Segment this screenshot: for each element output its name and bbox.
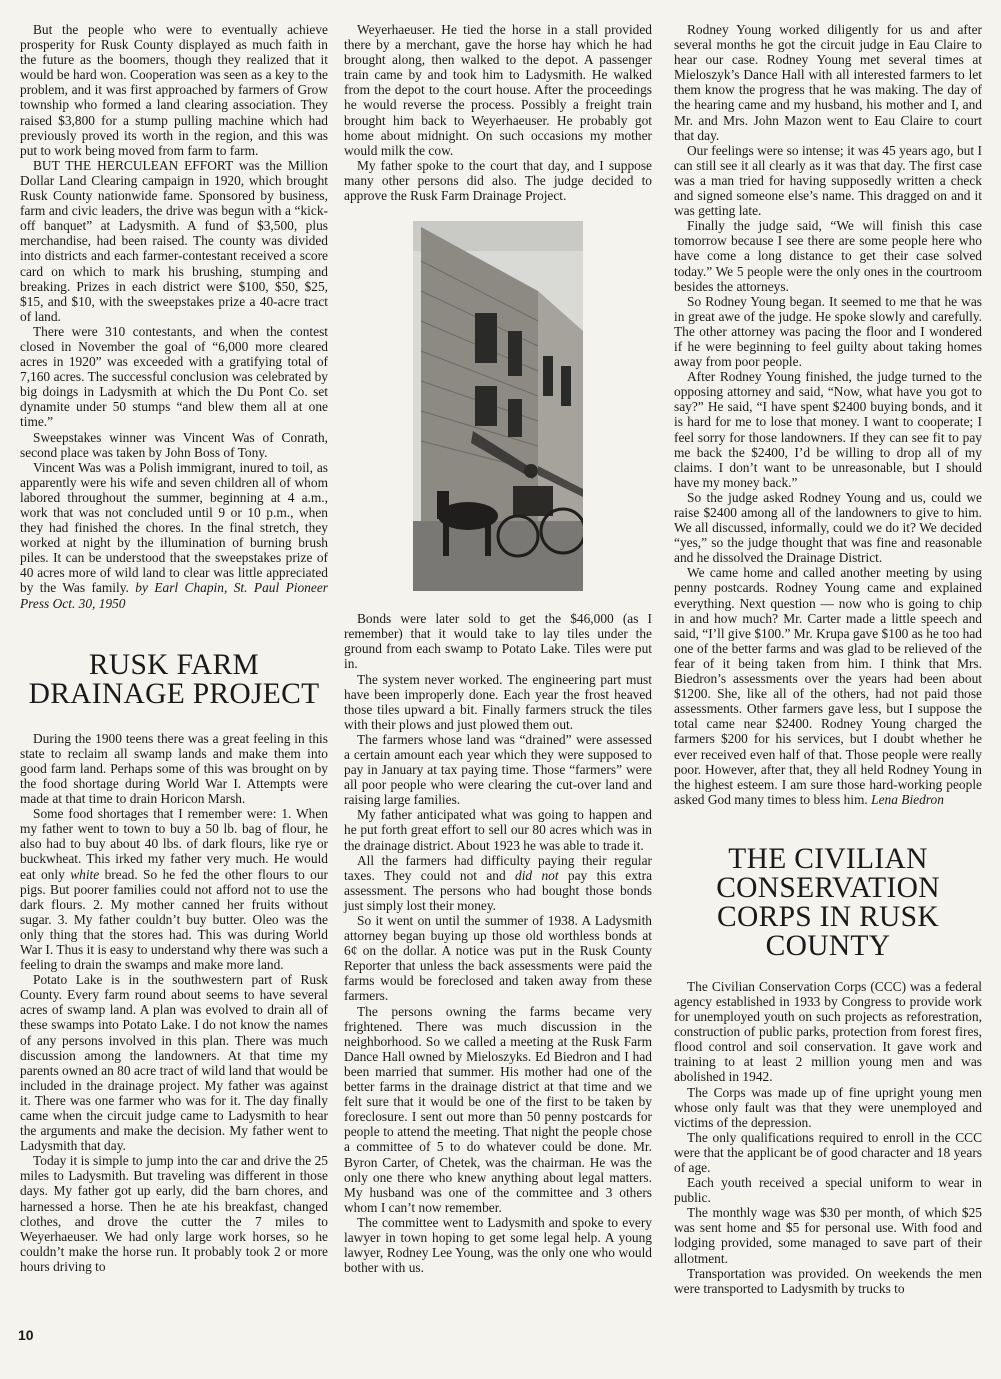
- paragraph: [674, 565, 982, 807]
- paragraph: BUT THE HERCULEAN EFFORT was the Million Dollar Land Clearing campaign in 1920, which brought Rusk County nationwide fame. Sponsored by business, farm and civic leaders, the drive was begun with a “kick-off banquet” at Ladysmith. A fund of $3,500, plus merchandise, had been raised. The county was divided into districts and each farmer-contestant received a score card on which to mark his brushing, stumping and breaking. Prizes in each district were $100, $50, $25, $15, and $10, with the sweepstakes prize a 40-acre tract of land.: [20, 157, 328, 324]
- paragraph: Potato Lake is in the southwestern part of Rusk County. Every farm round about seems to have several acres of swamp land. A plan was evolved to drain all of these swamps into Potato Lake. I do not know the names of any persons involved in this plan. There was much discussion among the landowners. At that time my parents owned an 80 acre tract of wild land that would be included in the drainage project. My father was against it. There was one farmer who was for it. The day finally came when the circuit judge came to Ladysmith to hear the arguments and make the decision. My father went to Ladysmith that day.: [20, 972, 328, 1154]
- paragraph: So the judge asked Rodney Young and us, could we raise $2400 among all of the landowners to give to him. We all discussed, informally, could we do it? We decided “yes,” so the judge thought that was fine and reasonable and he dissolved the Drainage District.: [674, 489, 982, 566]
- paragraph-text: Some food shortages that I remember were: 1. When my father went to town to buy a 50 lb. bag of flour, he also had to buy about 40 lbs. of dark flours, like rye or buckwheat. This irked my father very much. He would eat only: [20, 806, 328, 882]
- paragraph: The system never worked. The engineering part must have been improperly done. Each year the frost heaved those tiles upward a bit. Finally farmers struck the tiles with their plows and just plowed them out.: [344, 671, 652, 732]
- paragraph: So Rodney Young began. It seemed to me that he was in great awe of the judge. He spoke slowly and carefully. The other attorney was pacing the floor and I wondered if he were beginning to feel guilty about taking homes away from poor people.: [674, 293, 982, 370]
- paragraph: The persons owning the farms became very frightened. There was much discussion in the neighborhood. So we called a meeting at the Rusk Farm Dance Hall owned by Mieloszyks. Ed Biedron and I had been married that summer. His mother had one of the better farms in the drainage district at that time and we felt sure that it would be one of the first to be taken by foreclosure. I sent out more than 50 penny postcards for people to attend the meeting. That night the people chose a committee of 5 to do whatever could be done. Mr. Byron Carter, of Chetek, was the chairman. He was the only one there who knew anything about legal matters. My husband was one of the committee and 3 others whom I can’t now remember.: [344, 1003, 652, 1215]
- column-3: [674, 22, 982, 1296]
- paragraph: The farmers whose land was “drained” were assessed a certain amount each year which they were supposed to pay in January at tax paying time. Those “farmers” were all poor people who were clearing the cut-over land and raising large families.: [344, 731, 652, 808]
- paragraph: Sweepstakes winner was Vincent Was of Conrath, second place was taken by John Boss of Tony.: [20, 429, 328, 460]
- paragraph: But the people who were to eventually achieve prosperity for Rusk County displayed as much faith in the future as the boomers, though they realized that it would be hard won. Cooperation was seen as a key to the problem, and it was first approached by farmers of Grow township who formed a land clearing association. They raised $3,800 for a stump pulling machine which had previously proved its worth in the region, and this was put to work being moved from farm to farm.: [20, 22, 328, 158]
- emphasis: did not: [515, 867, 559, 883]
- paragraph: Rodney Young worked diligently for us and after several months he got the circuit judge in Eau Claire to hear our case. Rodney Young met several times at Mieloszyk’s Dance Hall with all interested farmers to let them know the progress that he was making. The day of the hearing came and my husband, his mother and I, and Mr. and Mrs. John Mazon went to Eau Claire to court that day.: [674, 22, 982, 143]
- courthouse-photo: [413, 221, 583, 591]
- paragraph: My father spoke to the court that day, and I suppose many other persons did also. The judge decided to approve the Rusk Farm Drainage Project.: [344, 157, 652, 204]
- paragraph: The monthly wage was $30 per month, of which $25 was sent home and $5 for personal use. With food and lodging provided, some managed to save part of their allotment.: [674, 1205, 982, 1266]
- paragraph: Finally the judge said, “We will finish this case tomorrow because I see there are some people here who have come a long distance to get their case solved today.” We 5 people were the only ones in the courtroom besides the attorneys.: [674, 218, 982, 294]
- paragraph-text: pay this extra assessment. The persons who had bought those bonds just simply lost their money.: [344, 867, 653, 913]
- column-1: [20, 22, 328, 1274]
- byline: by Earl Chapin, St. Paul Pioneer Press Oct. 30, 1950: [20, 580, 328, 611]
- paragraph: During the 1900 teens there was a great feeling in this state to reclaim all swamp lands and make them into good farm land. Perhaps some of this was brought on by the food shortage during World War I. Attempts were made at that time to drain Horicon Marsh.: [20, 730, 328, 807]
- paragraph: There were 310 contestants, and when the contest closed in November the goal of “6,000 more cleared acres in 1920” was exceeded with a gratifying total of 7,160 acres. The successful conclusion was celebrated by big doings in Ladysmith at which the Du Pont Co. set dynamite under 50 stumps “and blew them all at one time.”: [20, 323, 328, 430]
- paragraph: My father anticipated what was going to happen and he put forth great effort to sell our 80 acres which was in the drainage district. About 1923 he was able to trade it.: [344, 807, 652, 853]
- paragraph-text: Vincent Was was a Polish immigrant, inured to toil, as apparently were his wife and seven children all of whom labored throughout the summer, beginning at 4 a.m., work that was not concluded until 9 or 10 p.m., when they had finished the chores. In the final stretch, they worked at night by the illumination of burning brush piles. It can be understood that the sweepstakes prize of 40 acres more of wild land to clear was little appreciated by the Was family.: [20, 459, 328, 596]
- paragraph: The committee went to Ladysmith and spoke to every lawyer in town hoping to get some legal help. A young lawyer, Rodney Lee Young, was the only one who would bother with us.: [344, 1214, 652, 1276]
- paragraph: Our feelings were so intense; it was 45 years ago, but I can still see it all clearly as it was that day. The first case was a man tried for having supposedly written a check and signed someone else’s name. This dragged on and it was getting late.: [674, 142, 982, 219]
- paragraph-text: bread. So he fed the other flours to our pigs. But poorer families could not afford not to use the dark flours. 2. My mother canned her fruits without sugar. 3. My father couldn’t buy butter. Oleo was the only thing that the stores had. This was during World War I. Thus it is easy to understand why there was such a feeling to drain the swamps and make more land.: [20, 866, 328, 973]
- paragraph: Today it is simple to jump into the car and drive the 25 miles to Ladysmith. But traveling was different in those days. My father got up early, did the barn chores, and harnessed a horse. Then he ate his breakfast, changed clothes, and drove the cutter the 7 miles to Weyerhaeuser. We had only large work horses, so he couldn’t make the horse run. It probably took 2 or more hours driving to: [20, 1153, 328, 1274]
- paragraph-text: We came home and called another meeting by using penny postcards. Rodney Young came and explained everything. Next question — now who is going to chip in and how much? Mr. Carter made a little speech and said, “I’ll give $100.” Mr. Krupa gave $100 as he too had one of the better farms and was glad to be relieved of the fear of it being taken from him. I think that Mrs. Biedron’s assessments over the years had been about $1200. She, like all of the others, had not paid those assessments. Other farmers gave less, but I suppose the total came near $2400. Rodney Young charged the farmers $200 for his services, but I doubt whether he ever received even half of that. Those people were really poor. However, after that, they all held Rodney Young in the highest esteem. I am sure those hard-working people asked God many times to bless him.: [674, 565, 982, 807]
- paragraph-text: All the farmers had difficulty paying their regular taxes. They could not and: [344, 852, 652, 883]
- article-heading: RUSK FARM DRAINAGE PROJECT: [28, 648, 320, 710]
- paragraph: [20, 460, 328, 611]
- byline: Lena Biedron: [871, 791, 944, 807]
- article-heading: THE CIVILIAN CONSERVATION CORPS IN RUSK COUNTY: [716, 842, 940, 962]
- page-number: 10: [18, 1327, 34, 1343]
- paragraph: [20, 806, 328, 972]
- paragraph: Each youth received a special uniform to wear in public.: [674, 1175, 982, 1206]
- paragraph: Bonds were later sold to get the $46,000 (as I remember) that it would take to lay tiles under the ground from each swamp to Potato Lake. Tiles were put in.: [344, 611, 652, 672]
- column-2: [344, 22, 652, 1275]
- paragraph: The Corps was made up of fine upright young men whose only fault was that they were unemployed and victims of the depression.: [674, 1084, 982, 1130]
- paragraph: [344, 853, 652, 913]
- emphasis: white: [70, 866, 100, 882]
- paragraph: The only qualifications required to enroll in the CCC were that the applicant be of good character and 18 years of age.: [674, 1129, 982, 1175]
- paragraph: Weyerhaeuser. He tied the horse in a stall provided there by a merchant, gave the horse hay which he had brought along, then walked to the depot. A passenger train came by and took him to Ladysmith. He walked from the depot to the court house. After the proceedings he would reverse the process. Possibly a freight train brought him back to Weyerhaeuser. He probably got home about midnight. On such occasions my mother would milk the cow.: [344, 22, 652, 158]
- paragraph: Transportation was provided. On weekends the men were transported to Ladysmith by trucks to: [674, 1265, 982, 1296]
- paragraph: So it went on until the summer of 1938. A Ladysmith attorney began buying up those old worthless bonds at 6¢ on the dollar. A notice was put in the Rusk County Reporter that unless the back assessments were paid the farms would be foreclosed and taken away from these farmers.: [344, 913, 652, 1004]
- paragraph: The Civilian Conservation Corps (CCC) was a federal agency established in 1933 by Congress to provide work for unemployed youth on such projects as reforestration, construction of public parks, protection from forest fires, flood control and soil conservation. It gave work and training to at least 2 million young men and was abolished in 1942.: [674, 978, 982, 1085]
- paragraph: After Rodney Young finished, the judge turned to the opposing attorney and said, “Now, what have you got to say?” He said, “I have spent $2400 buying bonds, and it is hard for me to lose that money. I want to cooperate; I feel sorry for those landowners. If they can see fit to pay me back the $2400, I’d be willing to drop all of my claims. I don’t want to be unreasonable, but I should have my money back.”: [674, 369, 982, 490]
